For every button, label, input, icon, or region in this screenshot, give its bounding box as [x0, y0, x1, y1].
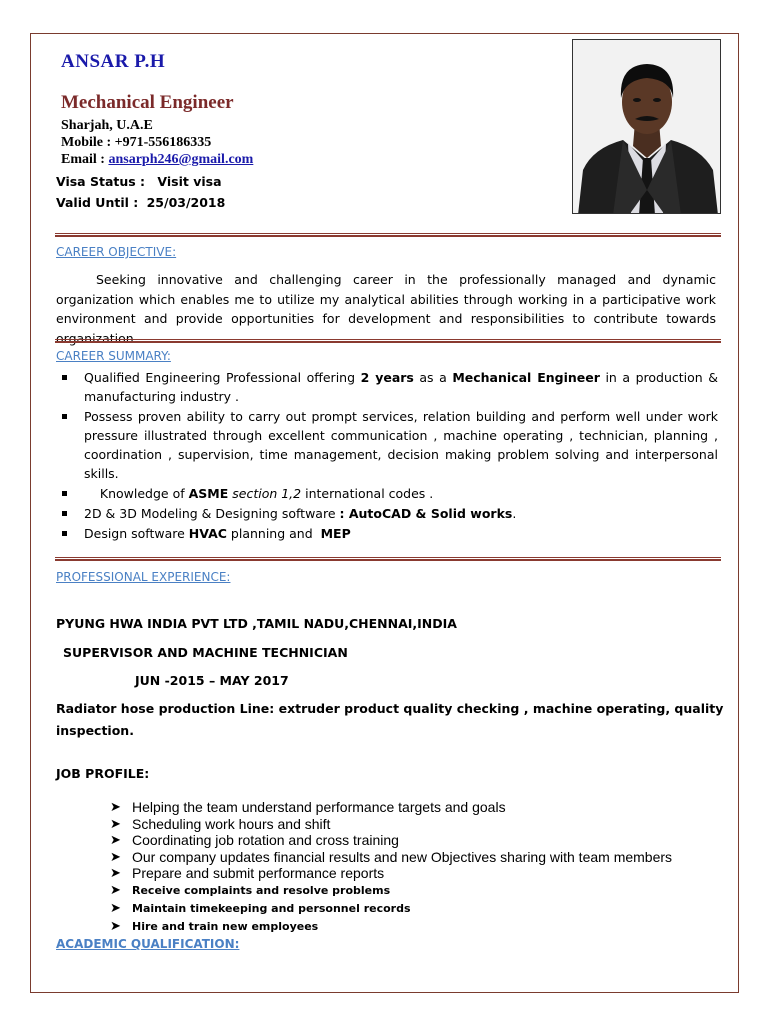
valid-until-row — [56, 195, 225, 210]
candidate-name: ANSAR P.H — [61, 51, 166, 72]
mobile-label: Mobile : — [61, 135, 112, 150]
divider-rule — [55, 557, 721, 561]
career-objective-heading: CAREER OBJECTIVE: — [56, 245, 177, 259]
experience-description-line1: Radiator hose production Line: extruder product quality checking , machine operating, quality — [56, 701, 724, 716]
list-item: ➤ Prepare and submit performance reports — [110, 865, 385, 881]
list-item: ➤ Hire and train new employees — [110, 918, 319, 934]
career-summary-heading: CAREER SUMMARY: — [56, 349, 171, 363]
professional-experience-heading: PROFESSIONAL EXPERIENCE: — [56, 570, 231, 584]
list-item: ➤ Scheduling work hours and shift — [110, 815, 331, 832]
location: Sharjah, U.A.E — [61, 118, 153, 133]
arrow-bullet-icon: ➤ — [110, 848, 121, 864]
list-item: Possess proven ability to carry out prompt services, relation building and perform well under work pressure illustrated through excellent communication , machine operating , technician, planning , coordination , supervision, time management, decision making problem solving and interpersonal skills. — [56, 407, 718, 483]
email-row — [61, 152, 253, 168]
mobile-row — [61, 135, 211, 151]
list-item: ➤ Coordinating job rotation and cross training — [110, 832, 399, 848]
arrow-bullet-icon: ➤ — [110, 799, 121, 814]
list-item: ➤ Receive complaints and resolve problems — [110, 882, 391, 898]
arrow-bullet-icon: ➤ — [110, 865, 121, 880]
list-item: Knowledge of ASME section 1,2 international codes . — [56, 484, 718, 503]
career-objective-text-block — [56, 270, 716, 348]
job-profile-list — [110, 799, 672, 936]
arrow-bullet-icon: ➤ — [110, 918, 121, 934]
job-role: SUPERVISOR AND MACHINE TECHNICIAN — [63, 645, 348, 660]
arrow-bullet-icon: ➤ — [110, 900, 121, 916]
divider-rule — [55, 233, 721, 237]
email-label: Email : — [61, 152, 105, 167]
arrow-bullet-icon: ➤ — [110, 832, 121, 847]
list-item: ➤ Maintain timekeeping and personnel records — [110, 900, 411, 916]
list-item: 2D & 3D Modeling & Designing software : AutoCAD & Solid works. — [56, 504, 718, 523]
bullet-square-icon — [62, 491, 67, 496]
job-title: Mechanical Engineer — [61, 92, 234, 113]
visa-status-label: Visa Status : — [56, 174, 146, 189]
list-item: ➤ Helping the team understand performance targets and goals — [110, 799, 506, 815]
list-item: ➤ Our company updates financial results and new Objectives sharing with team members — [110, 848, 673, 865]
company-name: PYUNG HWA INDIA PVT LTD ,TAMIL NADU,CHENNAI,INDIA — [56, 616, 457, 631]
arrow-bullet-icon: ➤ — [110, 815, 121, 831]
valid-until-label: Valid Until : — [56, 195, 139, 210]
employment-period: JUN -2015 – MAY 2017 — [135, 673, 289, 688]
arrow-bullet-icon: ➤ — [110, 882, 121, 898]
career-summary-list — [56, 368, 718, 544]
profile-photo — [572, 39, 721, 214]
divider-rule — [55, 339, 721, 343]
experience-description-line2: inspection. — [56, 723, 134, 738]
visa-status-row — [56, 174, 222, 189]
bullet-square-icon — [62, 531, 67, 536]
list-item: Qualified Engineering Professional offering 2 years as a Mechanical Engineer in a production & manufacturing industry . — [56, 368, 718, 406]
profile-photo-illustration — [573, 40, 721, 214]
bullet-square-icon — [62, 414, 67, 419]
valid-until-value: 25/03/2018 — [146, 195, 226, 210]
job-profile-heading: JOB PROFILE: — [56, 766, 150, 781]
academic-qualification-heading: ACADEMIC QUALIFICATION: — [56, 937, 240, 951]
bullet-square-icon — [62, 375, 67, 380]
visa-status-value: Visit visa — [157, 174, 222, 189]
email-link[interactable]: ansarph246@gmail.com — [108, 152, 254, 167]
list-item: Design software HVAC planning and MEP — [56, 524, 718, 543]
mobile-value: +971-556186335 — [114, 135, 212, 150]
career-objective-text: Seeking innovative and challenging career in the professionally managed and dynamic organization which enables me to utilize my analytical abilities through working in a participative work environment and provide opportunities for development and responsibilities to contribute towards organization. — [56, 272, 716, 346]
bullet-square-icon — [62, 511, 67, 516]
